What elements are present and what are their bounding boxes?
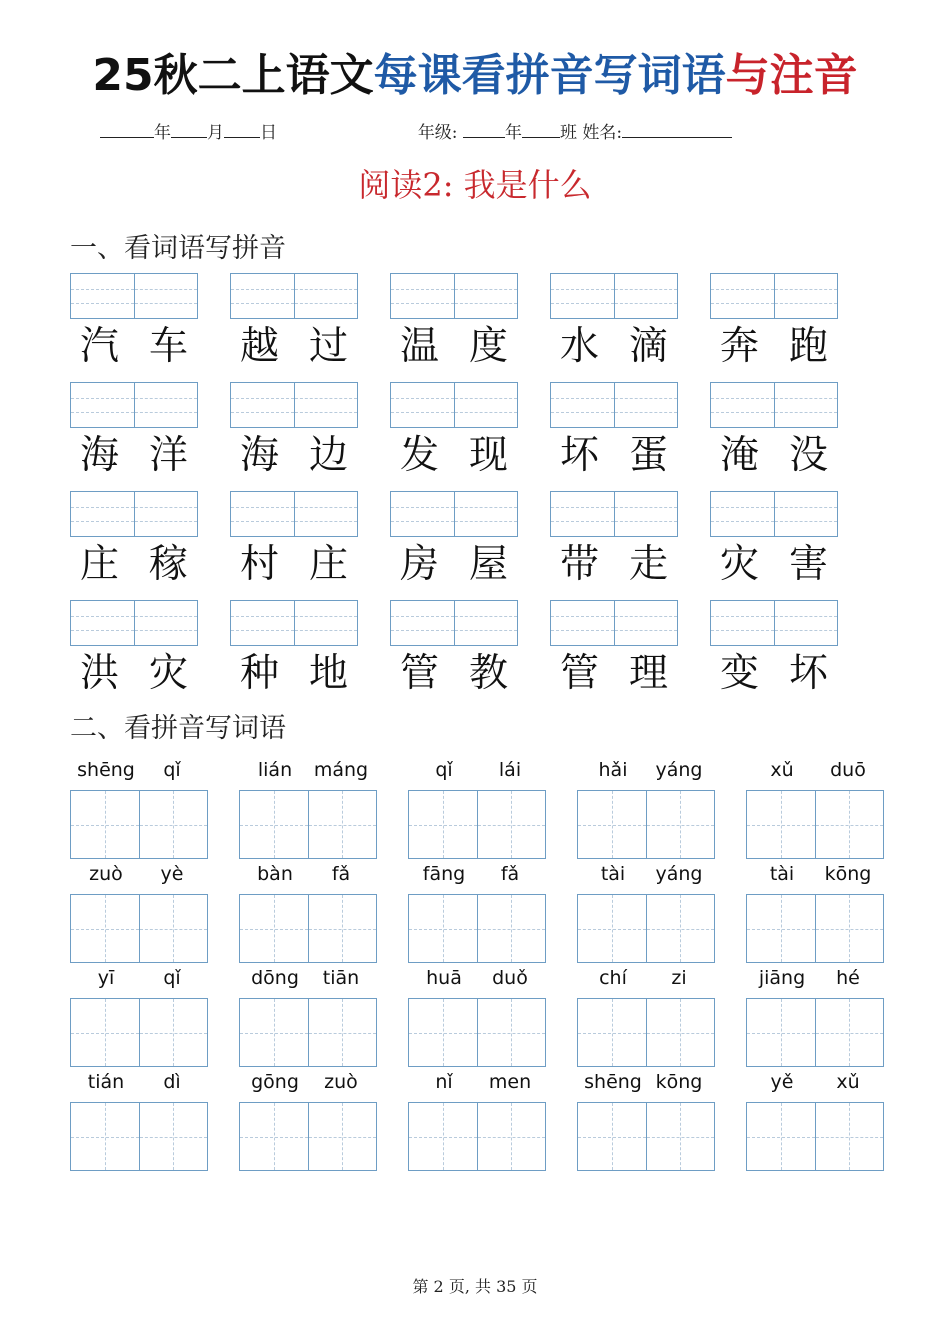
character-writing-box[interactable] [746,998,884,1067]
pinyin-syllable: fǎ [500,863,520,885]
word [80,321,188,373]
month-label: 月 [207,123,224,143]
pinyin-writing-box[interactable] [70,273,198,319]
section1-title: 一、看词语写拼音 [70,233,286,264]
word-character: 屋 [468,542,508,587]
pinyin-writing-box[interactable] [70,491,198,537]
word-character: 教 [468,651,508,696]
pinyin-cell[interactable] [134,601,198,645]
character-cell[interactable] [139,999,208,1066]
pinyin [749,1070,881,1094]
pinyin [242,862,374,886]
pinyin-syllable: lián [257,759,293,781]
lesson-title: 阅读2: 我是什么 [358,166,592,204]
character-cell[interactable] [578,895,646,962]
pinyin-syllable: yī [97,967,115,989]
character-cell[interactable] [646,895,715,962]
pinyin-writing-box[interactable] [550,382,678,428]
word [720,648,828,700]
pinyin [749,966,881,990]
pinyin-cell[interactable] [711,274,774,318]
character-cell[interactable] [477,791,546,858]
pinyin-syllable: zuò [324,1071,358,1093]
pinyin [411,758,543,782]
character-cell[interactable] [308,791,377,858]
character-cell[interactable] [139,791,208,858]
word [240,648,348,700]
pinyin-cell[interactable] [711,492,774,536]
word-character: 村 [240,542,280,587]
word-character: 管 [400,651,440,696]
pinyin-writing-box[interactable] [70,600,198,646]
pinyin [73,1070,205,1094]
character-cell[interactable] [646,791,715,858]
pinyin-writing-box[interactable] [550,273,678,319]
character-cell[interactable] [71,791,139,858]
word [560,321,668,373]
character-writing-box[interactable] [577,1102,715,1171]
pinyin-cell[interactable] [774,492,838,536]
word-character: 管 [560,651,600,696]
pinyin-cell[interactable] [454,601,518,645]
word-character: 奔 [720,324,760,369]
pinyin-cell[interactable] [391,383,454,427]
pinyin-cell[interactable] [71,601,134,645]
word [400,539,508,591]
word [720,321,828,373]
character-cell[interactable] [646,1103,715,1170]
page-footer: 第 2 页, 共 35 页 [412,1277,538,1296]
pinyin-syllable: gōng [251,1071,299,1093]
pinyin [749,862,881,886]
title-part: 与注音 [725,50,858,101]
pinyin-writing-box[interactable] [710,600,838,646]
character-writing-box[interactable] [70,998,208,1067]
pinyin-writing-box[interactable] [230,273,358,319]
word-character: 海 [240,433,280,478]
character-cell[interactable] [747,1103,815,1170]
word-character: 滴 [628,324,668,369]
month-blank[interactable] [171,123,207,138]
pinyin-cell[interactable] [711,601,774,645]
pinyin-cell[interactable] [134,492,198,536]
character-writing-box[interactable] [408,790,546,859]
pinyin-cell[interactable] [294,601,358,645]
pinyin-cell[interactable] [454,383,518,427]
page-title [0,44,950,108]
word-character: 海 [80,433,120,478]
pinyin-cell[interactable] [454,274,518,318]
character-cell[interactable] [240,1103,308,1170]
pinyin-syllable: shēng [584,1071,642,1093]
word-character: 害 [788,542,828,587]
character-writing-box[interactable] [577,894,715,963]
pinyin-syllable: yě [770,1071,794,1093]
character-writing-box[interactable] [408,998,546,1067]
pinyin-writing-box[interactable] [390,600,518,646]
pinyin-cell[interactable] [614,601,678,645]
pinyin-writing-box[interactable] [550,600,678,646]
word-character: 边 [308,433,348,478]
title-part: 25秋二上语文 [92,50,374,101]
class-blank[interactable] [522,123,560,138]
character-cell[interactable] [240,999,308,1066]
pinyin-cell[interactable] [551,274,614,318]
pinyin-cell[interactable] [71,492,134,536]
character-cell[interactable] [578,791,646,858]
pinyin-cell[interactable] [774,274,838,318]
pinyin [242,758,374,782]
character-cell[interactable] [409,999,477,1066]
word-character: 水 [560,324,600,369]
character-cell[interactable] [308,999,377,1066]
pinyin-syllable: duǒ [492,967,528,989]
word [560,430,668,482]
pinyin-syllable: zi [671,967,687,989]
character-cell[interactable] [578,1103,646,1170]
pinyin [411,966,543,990]
pinyin-syllable: qǐ [435,759,453,781]
pinyin-syllable: zuò [89,863,123,885]
pinyin-writing-box[interactable] [230,382,358,428]
pinyin-syllable: tiān [322,967,360,989]
pinyin-writing-box[interactable] [230,600,358,646]
pinyin [73,862,205,886]
pinyin-syllable: qǐ [163,759,181,781]
word-character: 洋 [148,433,188,478]
character-cell[interactable] [409,895,477,962]
pinyin-syllable: máng [313,759,369,781]
character-cell[interactable] [815,791,884,858]
pinyin-writing-box[interactable] [710,382,838,428]
character-cell[interactable] [477,895,546,962]
character-writing-box[interactable] [577,998,715,1067]
pinyin [242,1070,374,1094]
pinyin-syllable: huā [426,967,462,989]
pinyin [580,1070,712,1094]
word [720,430,828,482]
pinyin-syllable: tài [769,863,795,885]
pinyin-cell[interactable] [134,274,198,318]
word-character: 发 [400,433,440,478]
pinyin-cell[interactable] [614,383,678,427]
pinyin-cell[interactable] [294,383,358,427]
pinyin [73,966,205,990]
word-character: 理 [628,651,668,696]
word [720,539,828,591]
pinyin-cell[interactable] [614,274,678,318]
day-label: 日 [260,123,277,143]
word-character: 灾 [148,651,188,696]
character-writing-box[interactable] [408,894,546,963]
year-blank[interactable] [100,123,154,138]
character-cell[interactable] [815,999,884,1066]
word-character: 蛋 [628,433,668,478]
character-cell[interactable] [747,999,815,1066]
character-writing-box[interactable] [70,790,208,859]
pinyin-syllable: hé [836,967,860,989]
character-cell[interactable] [139,895,208,962]
character-cell[interactable] [578,999,646,1066]
word [560,648,668,700]
character-cell[interactable] [477,999,546,1066]
pinyin-cell[interactable] [294,274,358,318]
character-writing-box[interactable] [239,998,377,1067]
pinyin-cell[interactable] [551,601,614,645]
word-character: 跑 [788,324,828,369]
character-cell[interactable] [308,1103,377,1170]
word-character: 度 [468,324,508,369]
word-character: 坏 [560,433,600,478]
word-character: 过 [308,324,348,369]
pinyin-syllable: fāng [422,863,466,885]
character-writing-box[interactable] [239,790,377,859]
character-writing-box[interactable] [577,790,715,859]
character-cell[interactable] [240,895,308,962]
pinyin [411,1070,543,1094]
pinyin [73,758,205,782]
class-label: 班 [559,123,577,143]
character-cell[interactable] [308,895,377,962]
character-cell[interactable] [747,895,815,962]
character-cell[interactable] [409,791,477,858]
word-character: 庄 [308,542,348,587]
pinyin-writing-box[interactable] [70,382,198,428]
pinyin-cell[interactable] [231,492,294,536]
pinyin-cell[interactable] [454,492,518,536]
pinyin-syllable: fǎ [331,863,351,885]
pinyin-syllable: chí [599,967,627,989]
pinyin-syllable: qǐ [163,967,181,989]
pinyin-cell[interactable] [294,492,358,536]
pinyin-cell[interactable] [551,492,614,536]
pinyin-syllable: yáng [655,759,703,781]
pinyin-syllable: jiāng [758,967,806,989]
pinyin-writing-box[interactable] [710,491,838,537]
character-writing-box[interactable] [70,894,208,963]
pinyin-writing-box[interactable] [390,382,518,428]
word-character: 越 [240,324,280,369]
pinyin-cell[interactable] [391,492,454,536]
character-cell[interactable] [139,1103,208,1170]
word-character: 温 [400,324,440,369]
word-character: 车 [148,324,188,369]
character-cell[interactable] [646,999,715,1066]
pinyin-cell[interactable] [71,383,134,427]
word-character: 坏 [788,651,828,696]
pinyin-writing-box[interactable] [390,491,518,537]
pinyin-cell[interactable] [391,601,454,645]
pinyin-cell[interactable] [614,492,678,536]
word-character: 汽 [80,324,120,369]
pinyin-cell[interactable] [711,383,774,427]
pinyin [411,862,543,886]
pinyin-cell[interactable] [231,274,294,318]
grade-unit: 年 [504,123,522,143]
character-cell[interactable] [71,895,139,962]
pinyin-syllable: yáng [655,863,703,885]
character-cell[interactable] [71,1103,139,1170]
word-character: 带 [560,542,600,587]
pinyin-syllable: dōng [251,967,299,989]
character-cell[interactable] [240,791,308,858]
pinyin-syllable: kōng [824,863,872,885]
word-character: 淹 [720,433,760,478]
character-cell[interactable] [477,1103,546,1170]
word [560,539,668,591]
word [80,539,188,591]
word-character: 房 [400,542,440,587]
pinyin-cell[interactable] [134,383,198,427]
pinyin-writing-box[interactable] [230,491,358,537]
name-blank[interactable] [622,123,732,138]
pinyin-cell[interactable] [551,383,614,427]
word-character: 洪 [80,651,120,696]
pinyin-cell[interactable] [231,383,294,427]
pinyin-cell[interactable] [391,274,454,318]
character-cell[interactable] [815,1103,884,1170]
title-part: 每课看拼音写词语 [373,50,726,101]
word-character: 种 [240,651,280,696]
pinyin-syllable: duō [830,759,866,781]
pinyin-syllable: men [488,1071,532,1093]
pinyin-writing-box[interactable] [550,491,678,537]
word [80,430,188,482]
character-writing-box[interactable] [239,1102,377,1171]
word-character: 现 [468,433,508,478]
word-character: 灾 [720,542,760,587]
student-info-line [100,118,732,143]
word [240,321,348,373]
pinyin [580,966,712,990]
pinyin-syllable: lái [498,759,522,781]
word-character: 庄 [80,542,120,587]
pinyin [749,758,881,782]
pinyin-syllable: nǐ [435,1071,453,1093]
pinyin-syllable: hǎi [598,759,628,781]
character-cell[interactable] [815,895,884,962]
word-character: 变 [720,651,760,696]
pinyin-syllable: shēng [77,759,135,781]
pinyin-syllable: tài [600,863,626,885]
pinyin-syllable: bàn [257,863,293,885]
word [240,539,348,591]
character-writing-box[interactable] [746,790,884,859]
word [80,648,188,700]
day-blank[interactable] [224,123,260,138]
pinyin-cell[interactable] [231,601,294,645]
character-cell[interactable] [71,999,139,1066]
character-writing-box[interactable] [408,1102,546,1171]
grade-label: 年级: [417,123,458,143]
word-character: 地 [308,651,348,696]
word [400,648,508,700]
pinyin-writing-box[interactable] [390,273,518,319]
word-character: 没 [788,433,828,478]
word [240,430,348,482]
character-cell[interactable] [747,791,815,858]
pinyin-syllable: kōng [655,1071,703,1093]
word-character: 走 [628,542,668,587]
pinyin [242,966,374,990]
word [400,430,508,482]
pinyin-syllable: xǔ [770,759,794,781]
pinyin-cell[interactable] [71,274,134,318]
character-cell[interactable] [409,1103,477,1170]
pinyin [580,758,712,782]
character-writing-box[interactable] [746,1102,884,1171]
character-writing-box[interactable] [746,894,884,963]
grade-blank[interactable] [463,123,505,138]
character-writing-box[interactable] [239,894,377,963]
name-label: 姓名: [582,123,623,143]
year-label: 年 [154,123,171,143]
pinyin-syllable: tián [87,1071,125,1093]
pinyin-syllable: dì [163,1071,181,1093]
word [400,321,508,373]
pinyin [580,862,712,886]
pinyin-syllable: yè [160,863,184,885]
pinyin-cell[interactable] [774,383,838,427]
character-writing-box[interactable] [70,1102,208,1171]
pinyin-cell[interactable] [774,601,838,645]
pinyin-syllable: xǔ [836,1071,860,1093]
section2-title: 二、看拼音写词语 [70,713,286,744]
word-character: 稼 [148,542,188,587]
pinyin-writing-box[interactable] [710,273,838,319]
